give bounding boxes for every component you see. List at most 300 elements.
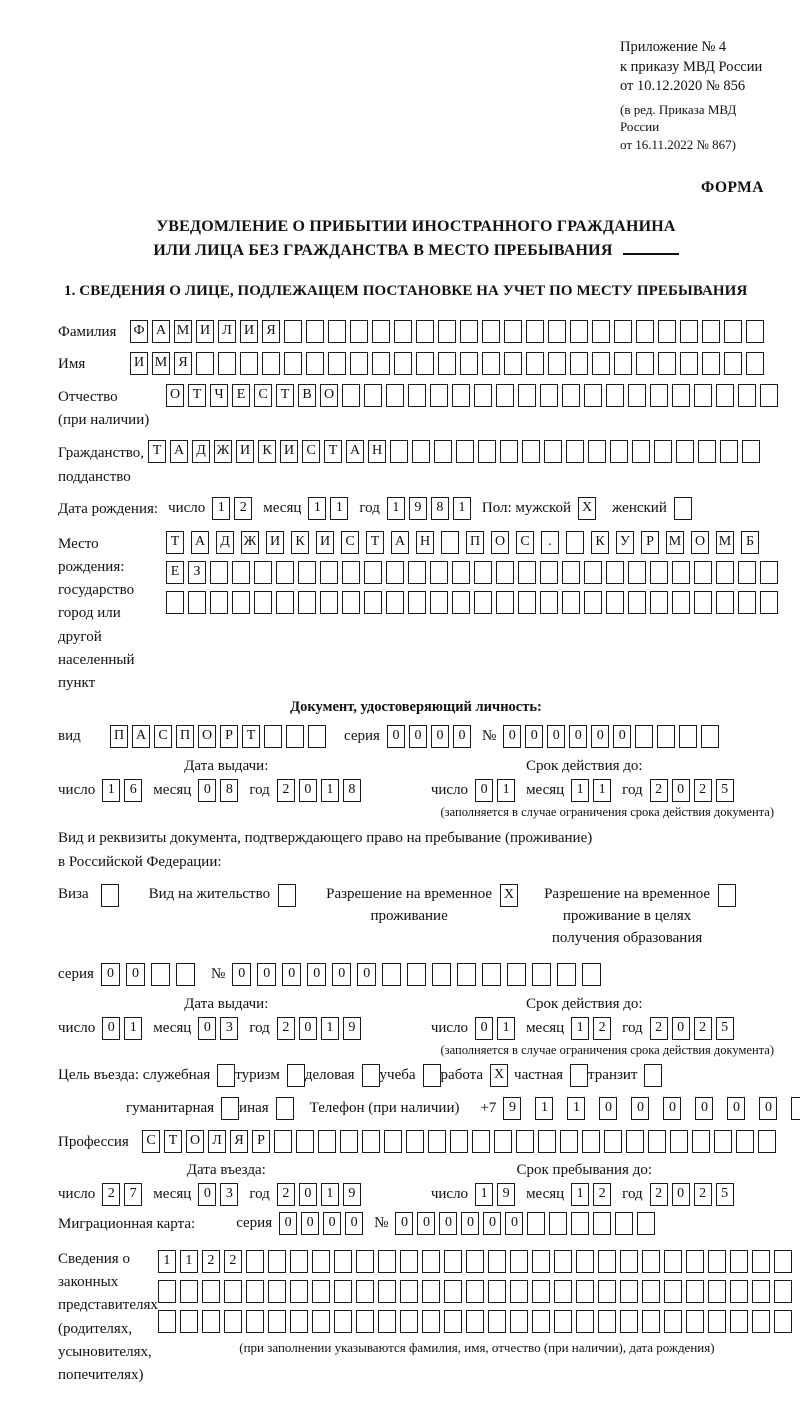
form-cell[interactable] xyxy=(718,884,736,907)
form-cell[interactable] xyxy=(496,591,514,614)
form-cell[interactable] xyxy=(532,1250,550,1273)
form-cell[interactable] xyxy=(452,561,470,584)
lastname-cells[interactable] xyxy=(130,320,768,343)
form-cell[interactable]: М xyxy=(152,352,170,375)
form-cell[interactable]: Т xyxy=(164,1130,182,1153)
form-cell[interactable] xyxy=(614,352,632,375)
form-cell[interactable] xyxy=(544,440,562,463)
form-cell[interactable] xyxy=(592,352,610,375)
form-cell[interactable] xyxy=(422,1310,440,1333)
form-cell[interactable] xyxy=(674,497,692,520)
purpose-tourism-checkbox[interactable] xyxy=(287,1064,305,1087)
form-cell[interactable]: 1 xyxy=(321,1017,339,1040)
form-cell[interactable] xyxy=(692,1130,710,1153)
form-cell[interactable] xyxy=(620,1310,638,1333)
form-cell[interactable]: С xyxy=(302,440,320,463)
form-cell[interactable] xyxy=(450,1130,468,1153)
form-cell[interactable] xyxy=(320,591,338,614)
form-cell[interactable] xyxy=(570,320,588,343)
form-cell[interactable]: 1 xyxy=(497,1017,515,1040)
form-cell[interactable] xyxy=(362,1064,380,1087)
form-cell[interactable] xyxy=(406,1130,424,1153)
entry-year-cells[interactable] xyxy=(277,1183,365,1206)
form-cell[interactable] xyxy=(714,1130,732,1153)
form-cell[interactable]: 0 xyxy=(101,963,120,986)
form-cell[interactable] xyxy=(716,384,734,407)
form-cell[interactable]: 9 xyxy=(497,1183,515,1206)
form-cell[interactable] xyxy=(760,384,778,407)
form-cell[interactable] xyxy=(650,384,668,407)
form-cell[interactable]: 1 xyxy=(321,1183,339,1206)
form-cell[interactable] xyxy=(246,1250,264,1273)
form-cell[interactable] xyxy=(494,1130,512,1153)
form-cell[interactable]: 0 xyxy=(387,725,405,748)
form-cell[interactable] xyxy=(441,531,459,554)
form-cell[interactable] xyxy=(416,320,434,343)
form-cell[interactable] xyxy=(390,440,408,463)
form-cell[interactable] xyxy=(746,352,764,375)
form-cell[interactable]: У xyxy=(616,531,634,554)
form-cell[interactable] xyxy=(532,963,551,986)
form-cell[interactable]: 0 xyxy=(759,1097,777,1120)
form-cell[interactable] xyxy=(758,1130,776,1153)
form-cell[interactable] xyxy=(650,561,668,584)
form-cell[interactable]: 5 xyxy=(716,1183,734,1206)
form-cell[interactable] xyxy=(510,1250,528,1273)
sex-female-checkbox[interactable] xyxy=(674,497,696,520)
form-cell[interactable] xyxy=(752,1250,770,1273)
form-cell[interactable] xyxy=(507,963,526,986)
form-cell[interactable] xyxy=(430,561,448,584)
purpose-study-checkbox[interactable] xyxy=(423,1064,441,1087)
form-cell[interactable] xyxy=(730,1310,748,1333)
form-cell[interactable]: 0 xyxy=(431,725,449,748)
form-cell[interactable] xyxy=(670,1130,688,1153)
form-cell[interactable] xyxy=(648,1130,666,1153)
form-cell[interactable] xyxy=(488,1250,506,1273)
form-cell[interactable]: Ф xyxy=(130,320,148,343)
form-cell[interactable] xyxy=(210,561,228,584)
form-cell[interactable] xyxy=(290,1280,308,1303)
form-cell[interactable] xyxy=(318,1130,336,1153)
form-cell[interactable] xyxy=(522,440,540,463)
form-cell[interactable] xyxy=(460,352,478,375)
form-cell[interactable] xyxy=(694,384,712,407)
purpose-private-checkbox[interactable] xyxy=(570,1064,588,1087)
form-cell[interactable]: Е xyxy=(166,561,184,584)
form-cell[interactable]: 0 xyxy=(198,1183,216,1206)
form-cell[interactable] xyxy=(306,352,324,375)
form-cell[interactable] xyxy=(738,591,756,614)
form-cell[interactable] xyxy=(716,591,734,614)
form-cell[interactable]: 0 xyxy=(417,1212,435,1235)
form-cell[interactable] xyxy=(312,1280,330,1303)
birthplace-row2-cells[interactable] xyxy=(166,561,782,584)
form-cell[interactable]: 2 xyxy=(593,1017,611,1040)
form-cell[interactable]: 0 xyxy=(198,779,216,802)
form-cell[interactable]: А xyxy=(346,440,364,463)
doc-kind-cells[interactable] xyxy=(110,725,330,748)
form-cell[interactable] xyxy=(628,384,646,407)
form-cell[interactable]: Т xyxy=(276,384,294,407)
birth-month-cells[interactable] xyxy=(308,497,352,520)
form-cell[interactable]: Н xyxy=(416,531,434,554)
entry-day-cells[interactable] xyxy=(102,1183,146,1206)
form-cell[interactable]: К xyxy=(591,531,609,554)
form-cell[interactable]: К xyxy=(258,440,276,463)
form-cell[interactable] xyxy=(356,1310,374,1333)
temp-permit-edu-checkbox[interactable] xyxy=(710,884,740,907)
form-cell[interactable] xyxy=(500,440,518,463)
form-cell[interactable]: 0 xyxy=(475,1017,493,1040)
form-cell[interactable]: И xyxy=(316,531,334,554)
form-cell[interactable] xyxy=(738,384,756,407)
form-cell[interactable] xyxy=(466,1280,484,1303)
form-cell[interactable] xyxy=(298,591,316,614)
doc-issue-year-cells[interactable] xyxy=(277,779,365,802)
form-cell[interactable] xyxy=(664,1250,682,1273)
form-cell[interactable] xyxy=(452,384,470,407)
form-cell[interactable]: 1 xyxy=(180,1250,198,1273)
form-cell[interactable] xyxy=(278,884,296,907)
form-cell[interactable] xyxy=(654,440,672,463)
form-cell[interactable]: 1 xyxy=(158,1250,176,1273)
form-cell[interactable] xyxy=(320,561,338,584)
form-cell[interactable] xyxy=(791,1097,800,1120)
form-cell[interactable]: 0 xyxy=(299,1017,317,1040)
form-cell[interactable] xyxy=(408,591,426,614)
form-cell[interactable]: 2 xyxy=(650,1183,668,1206)
form-cell[interactable] xyxy=(620,1280,638,1303)
form-cell[interactable] xyxy=(240,352,258,375)
form-cell[interactable]: 1 xyxy=(593,779,611,802)
form-cell[interactable] xyxy=(158,1280,176,1303)
form-cell[interactable]: 2 xyxy=(277,1183,295,1206)
form-cell[interactable]: 2 xyxy=(102,1183,120,1206)
form-cell[interactable]: 9 xyxy=(503,1097,521,1120)
form-cell[interactable]: 6 xyxy=(124,779,142,802)
form-cell[interactable] xyxy=(408,384,426,407)
form-cell[interactable] xyxy=(644,1064,662,1087)
form-cell[interactable]: Т xyxy=(366,531,384,554)
form-cell[interactable]: 1 xyxy=(535,1097,553,1120)
form-cell[interactable] xyxy=(702,352,720,375)
representatives-row3-cells[interactable] xyxy=(158,1310,796,1333)
form-cell[interactable] xyxy=(472,1130,490,1153)
form-cell[interactable] xyxy=(276,1097,294,1120)
form-cell[interactable]: Ж xyxy=(214,440,232,463)
form-cell[interactable] xyxy=(730,1250,748,1273)
form-cell[interactable]: 9 xyxy=(343,1183,361,1206)
representatives-row2-cells[interactable] xyxy=(158,1280,796,1303)
form-cell[interactable] xyxy=(538,1130,556,1153)
form-cell[interactable] xyxy=(598,1280,616,1303)
form-cell[interactable]: 8 xyxy=(343,779,361,802)
stay-year-cells[interactable] xyxy=(650,1183,738,1206)
form-cell[interactable] xyxy=(658,352,676,375)
form-cell[interactable]: С xyxy=(142,1130,160,1153)
form-cell[interactable] xyxy=(362,1130,380,1153)
form-cell[interactable] xyxy=(604,1130,622,1153)
form-cell[interactable] xyxy=(334,1310,352,1333)
form-cell[interactable] xyxy=(752,1310,770,1333)
form-cell[interactable] xyxy=(394,352,412,375)
form-cell[interactable] xyxy=(268,1310,286,1333)
citizenship-cells[interactable] xyxy=(148,440,764,463)
form-cell[interactable] xyxy=(438,320,456,343)
form-cell[interactable]: 0 xyxy=(461,1212,479,1235)
form-cell[interactable]: 0 xyxy=(282,963,301,986)
form-cell[interactable]: Р xyxy=(252,1130,270,1153)
form-cell[interactable] xyxy=(262,352,280,375)
form-cell[interactable] xyxy=(606,561,624,584)
form-cell[interactable]: 8 xyxy=(431,497,449,520)
form-cell[interactable] xyxy=(584,561,602,584)
form-cell[interactable] xyxy=(356,1250,374,1273)
form-cell[interactable] xyxy=(284,320,302,343)
form-cell[interactable] xyxy=(526,320,544,343)
form-cell[interactable] xyxy=(334,1250,352,1273)
form-cell[interactable]: С xyxy=(516,531,534,554)
form-cell[interactable]: 0 xyxy=(613,725,631,748)
form-cell[interactable] xyxy=(571,1212,589,1235)
form-cell[interactable]: X xyxy=(578,497,596,520)
form-cell[interactable] xyxy=(694,591,712,614)
form-cell[interactable] xyxy=(456,440,474,463)
form-cell[interactable]: 0 xyxy=(332,963,351,986)
form-cell[interactable]: 1 xyxy=(308,497,326,520)
form-cell[interactable]: 0 xyxy=(126,963,145,986)
form-cell[interactable]: П xyxy=(466,531,484,554)
form-cell[interactable]: 0 xyxy=(301,1212,319,1235)
form-cell[interactable]: 0 xyxy=(299,779,317,802)
form-cell[interactable] xyxy=(566,440,584,463)
doc-issue-month-cells[interactable] xyxy=(198,779,242,802)
doc-expiry-year-cells[interactable] xyxy=(650,779,738,802)
form-cell[interactable] xyxy=(540,591,558,614)
form-cell[interactable] xyxy=(562,384,580,407)
form-cell[interactable] xyxy=(224,1310,242,1333)
migration-number-cells[interactable] xyxy=(395,1212,659,1235)
form-cell[interactable]: 0 xyxy=(279,1212,297,1235)
form-cell[interactable] xyxy=(286,725,304,748)
form-cell[interactable] xyxy=(274,1130,292,1153)
form-cell[interactable]: 1 xyxy=(571,1183,589,1206)
form-cell[interactable] xyxy=(394,320,412,343)
form-cell[interactable] xyxy=(254,561,272,584)
form-cell[interactable] xyxy=(549,1212,567,1235)
form-cell[interactable] xyxy=(444,1310,462,1333)
form-cell[interactable] xyxy=(328,320,346,343)
form-cell[interactable]: Н xyxy=(368,440,386,463)
form-cell[interactable]: 1 xyxy=(571,1017,589,1040)
form-cell[interactable]: 0 xyxy=(547,725,565,748)
form-cell[interactable]: 0 xyxy=(631,1097,649,1120)
profession-cells[interactable] xyxy=(142,1130,780,1153)
form-cell[interactable]: Р xyxy=(220,725,238,748)
form-cell[interactable] xyxy=(570,352,588,375)
form-cell[interactable] xyxy=(364,591,382,614)
form-cell[interactable]: 7 xyxy=(124,1183,142,1206)
form-cell[interactable] xyxy=(444,1250,462,1273)
form-cell[interactable] xyxy=(518,384,536,407)
form-cell[interactable] xyxy=(364,561,382,584)
form-cell[interactable]: 3 xyxy=(220,1017,238,1040)
form-cell[interactable] xyxy=(312,1310,330,1333)
form-cell[interactable] xyxy=(221,1097,239,1120)
form-cell[interactable]: 0 xyxy=(409,725,427,748)
form-cell[interactable] xyxy=(232,561,250,584)
purpose-work-checkbox[interactable] xyxy=(490,1064,508,1087)
form-cell[interactable] xyxy=(196,352,214,375)
form-cell[interactable]: С xyxy=(341,531,359,554)
form-cell[interactable]: 2 xyxy=(593,1183,611,1206)
form-cell[interactable]: 1 xyxy=(475,1183,493,1206)
form-cell[interactable]: А xyxy=(170,440,188,463)
form-cell[interactable] xyxy=(478,440,496,463)
form-cell[interactable]: И xyxy=(240,320,258,343)
form-cell[interactable]: 0 xyxy=(525,725,543,748)
form-cell[interactable] xyxy=(532,1310,550,1333)
form-cell[interactable]: 0 xyxy=(505,1212,523,1235)
form-cell[interactable]: 1 xyxy=(567,1097,585,1120)
form-cell[interactable] xyxy=(679,725,697,748)
form-cell[interactable]: 0 xyxy=(672,779,690,802)
form-cell[interactable] xyxy=(434,440,452,463)
form-cell[interactable]: Ч xyxy=(210,384,228,407)
form-cell[interactable] xyxy=(422,1250,440,1273)
form-cell[interactable] xyxy=(576,1280,594,1303)
form-cell[interactable]: Б xyxy=(741,531,759,554)
form-cell[interactable] xyxy=(592,320,610,343)
residence-issue-month-cells[interactable] xyxy=(198,1017,242,1040)
form-cell[interactable] xyxy=(290,1250,308,1273)
form-cell[interactable] xyxy=(488,1280,506,1303)
form-cell[interactable] xyxy=(658,320,676,343)
form-cell[interactable] xyxy=(268,1250,286,1273)
form-cell[interactable]: 0 xyxy=(299,1183,317,1206)
form-cell[interactable] xyxy=(457,963,476,986)
form-cell[interactable] xyxy=(760,561,778,584)
purpose-other-checkbox[interactable] xyxy=(276,1097,294,1120)
form-cell[interactable]: 0 xyxy=(323,1212,341,1235)
form-cell[interactable] xyxy=(452,591,470,614)
form-cell[interactable] xyxy=(438,352,456,375)
form-cell[interactable] xyxy=(518,591,536,614)
form-cell[interactable]: О xyxy=(198,725,216,748)
form-cell[interactable] xyxy=(606,591,624,614)
form-cell[interactable]: 2 xyxy=(694,1183,712,1206)
form-cell[interactable] xyxy=(576,1250,594,1273)
form-cell[interactable]: 8 xyxy=(220,779,238,802)
form-cell[interactable] xyxy=(606,384,624,407)
form-cell[interactable]: О xyxy=(186,1130,204,1153)
doc-series-cells[interactable] xyxy=(387,725,475,748)
form-cell[interactable] xyxy=(466,1310,484,1333)
form-cell[interactable]: Я xyxy=(262,320,280,343)
form-cell[interactable] xyxy=(742,440,760,463)
form-cell[interactable] xyxy=(504,320,522,343)
form-cell[interactable]: 0 xyxy=(232,963,251,986)
form-cell[interactable]: О xyxy=(491,531,509,554)
form-cell[interactable] xyxy=(626,1130,644,1153)
form-cell[interactable] xyxy=(188,591,206,614)
form-cell[interactable] xyxy=(378,1250,396,1273)
form-cell[interactable] xyxy=(774,1280,792,1303)
form-cell[interactable]: А xyxy=(391,531,409,554)
form-cell[interactable]: 1 xyxy=(497,779,515,802)
form-cell[interactable] xyxy=(312,1250,330,1273)
form-cell[interactable] xyxy=(642,1250,660,1273)
firstname-cells[interactable] xyxy=(130,352,768,375)
form-cell[interactable]: Е xyxy=(232,384,250,407)
form-cell[interactable]: Т xyxy=(166,531,184,554)
form-cell[interactable] xyxy=(694,561,712,584)
form-cell[interactable]: 0 xyxy=(395,1212,413,1235)
form-cell[interactable]: 0 xyxy=(569,725,587,748)
form-cell[interactable] xyxy=(628,561,646,584)
patronymic-cells[interactable] xyxy=(166,384,782,407)
form-cell[interactable] xyxy=(708,1250,726,1273)
form-cell[interactable]: О xyxy=(320,384,338,407)
form-cell[interactable] xyxy=(356,1280,374,1303)
form-cell[interactable]: Я xyxy=(230,1130,248,1153)
form-cell[interactable] xyxy=(284,352,302,375)
form-cell[interactable]: О xyxy=(691,531,709,554)
residence-expiry-month-cells[interactable] xyxy=(571,1017,615,1040)
form-cell[interactable] xyxy=(342,561,360,584)
form-cell[interactable] xyxy=(290,1310,308,1333)
form-cell[interactable] xyxy=(724,320,742,343)
form-cell[interactable] xyxy=(657,725,675,748)
stay-month-cells[interactable] xyxy=(571,1183,615,1206)
form-cell[interactable] xyxy=(738,561,756,584)
form-cell[interactable]: 0 xyxy=(599,1097,617,1120)
form-cell[interactable] xyxy=(328,352,346,375)
form-cell[interactable] xyxy=(554,1250,572,1273)
form-cell[interactable] xyxy=(224,1280,242,1303)
form-cell[interactable] xyxy=(350,320,368,343)
form-cell[interactable] xyxy=(254,591,272,614)
form-cell[interactable]: А xyxy=(132,725,150,748)
form-cell[interactable]: Т xyxy=(242,725,260,748)
form-cell[interactable]: И xyxy=(130,352,148,375)
form-cell[interactable] xyxy=(264,725,282,748)
form-cell[interactable] xyxy=(752,1280,770,1303)
residence-expiry-day-cells[interactable] xyxy=(475,1017,519,1040)
form-cell[interactable] xyxy=(308,725,326,748)
form-cell[interactable] xyxy=(584,384,602,407)
form-cell[interactable]: С xyxy=(254,384,272,407)
form-cell[interactable]: Т xyxy=(148,440,166,463)
form-cell[interactable]: . xyxy=(541,531,559,554)
form-cell[interactable] xyxy=(384,1130,402,1153)
form-cell[interactable] xyxy=(364,384,382,407)
form-cell[interactable]: А xyxy=(152,320,170,343)
form-cell[interactable] xyxy=(430,384,448,407)
form-cell[interactable] xyxy=(680,320,698,343)
form-cell[interactable] xyxy=(217,1064,235,1087)
doc-issue-day-cells[interactable] xyxy=(102,779,146,802)
form-cell[interactable] xyxy=(672,591,690,614)
form-cell[interactable] xyxy=(378,1280,396,1303)
form-cell[interactable] xyxy=(548,352,566,375)
doc-number-cells[interactable] xyxy=(503,725,723,748)
form-cell[interactable] xyxy=(246,1280,264,1303)
form-cell[interactable] xyxy=(378,1310,396,1333)
form-cell[interactable]: И xyxy=(280,440,298,463)
form-cell[interactable] xyxy=(268,1280,286,1303)
